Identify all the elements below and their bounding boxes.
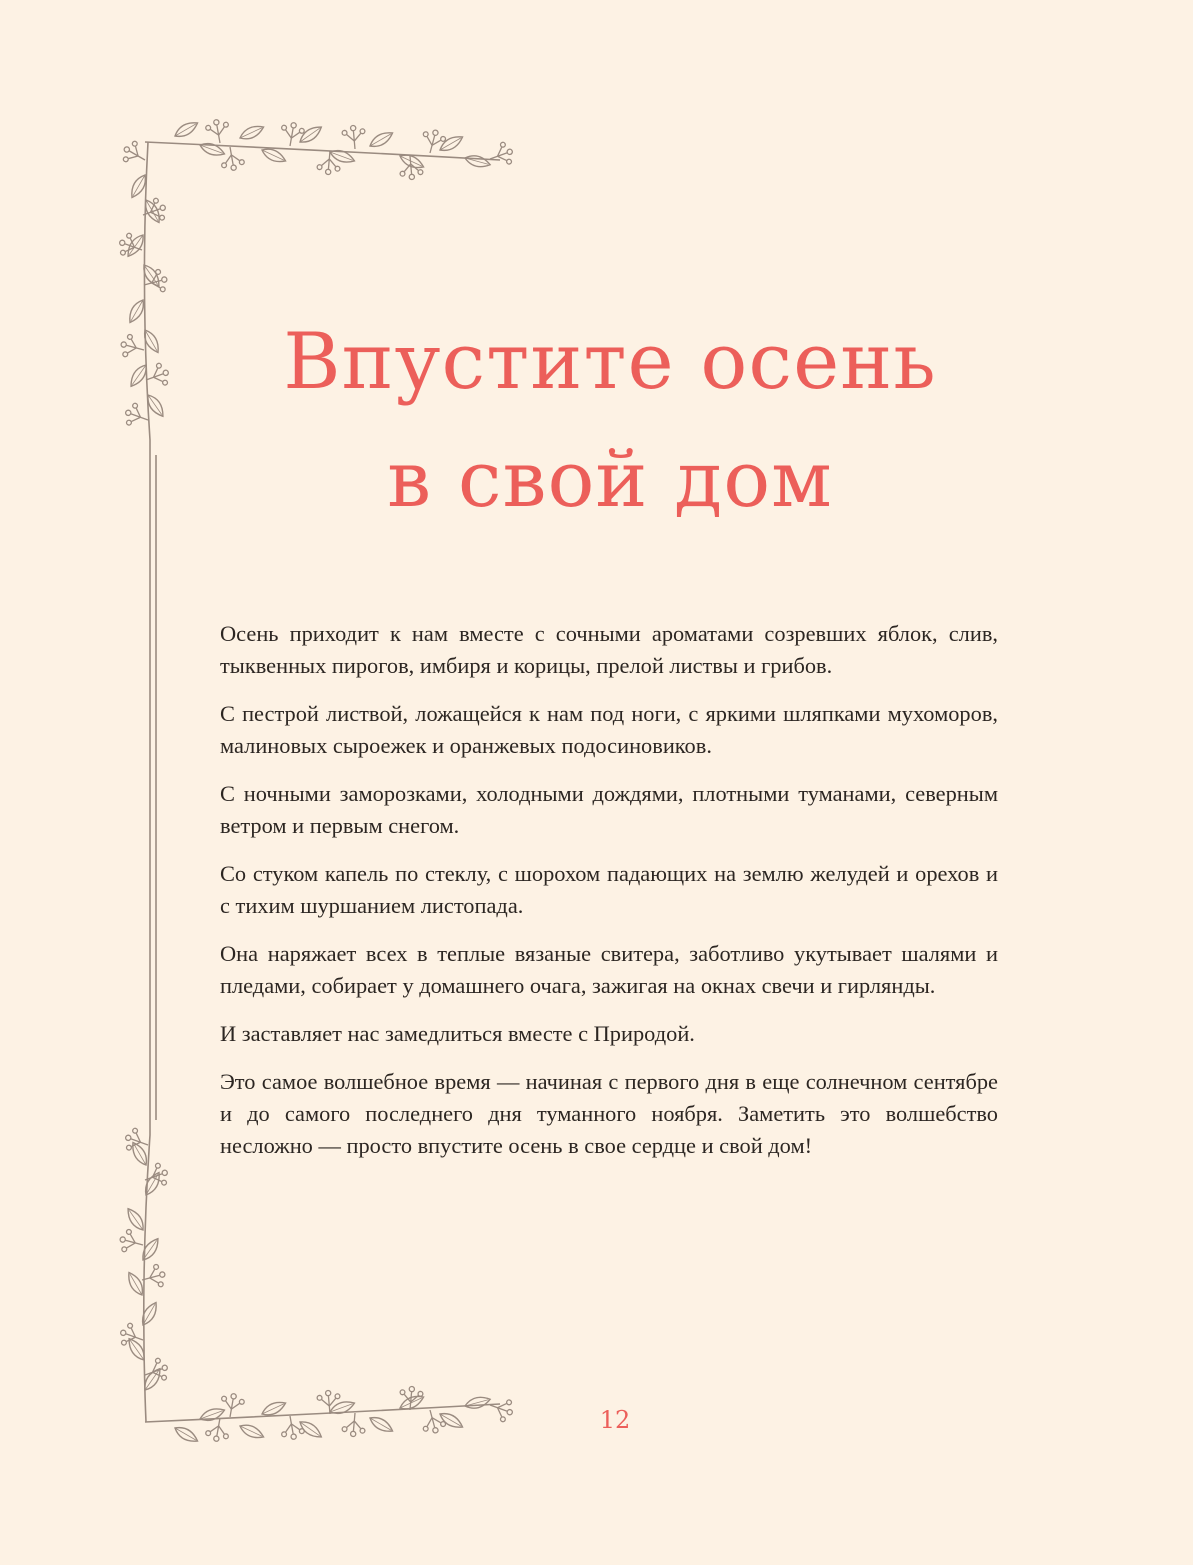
- paragraph-3: С ночными заморозками, холодными дождями, плотными туманами, северным ветром и первым снегом.: [220, 781, 998, 838]
- title-line-2: в свой дом: [387, 435, 833, 525]
- page-number: 12: [599, 1406, 631, 1434]
- paragraph-5: Она наряжает всех в теплые вязаные свитера, заботливо укутывает шалями и пледами, собирает у домашнего очага, зажигая на окнах свечи и гирлянды.: [220, 941, 998, 998]
- body-text: [220, 618, 998, 1178]
- paragraph-6: И заставляет нас замедлиться вместе с Природой.: [220, 1021, 695, 1046]
- paragraph-7: Это самое волшебное время — начиная с первого дня в еще солнечном сентябре и до самого последнего дня туманного ноября. Заметить это волшебство несложно — просто впустите осень в свое сердце и свой дом!: [220, 1069, 998, 1158]
- paragraph-1: Осень приходит к нам вместе с сочными ароматами созревших яблок, слив, тыквенных пирогов, имбиря и корицы, прелой листвы и грибов.: [220, 621, 998, 678]
- title-line-1: Впустите осень: [283, 317, 937, 407]
- paragraph-2: С пестрой листвой, ложащейся к нам под ноги, с яркими шляпками мухоморов, малиновых сыроежек и оранжевых подосиновиков.: [220, 701, 998, 758]
- page-title: [200, 303, 1020, 539]
- paragraph-4: Со стуком капель по стеклу, с шорохом падающих на землю желудей и орехов и с тихим шуршанием листопада.: [220, 861, 998, 918]
